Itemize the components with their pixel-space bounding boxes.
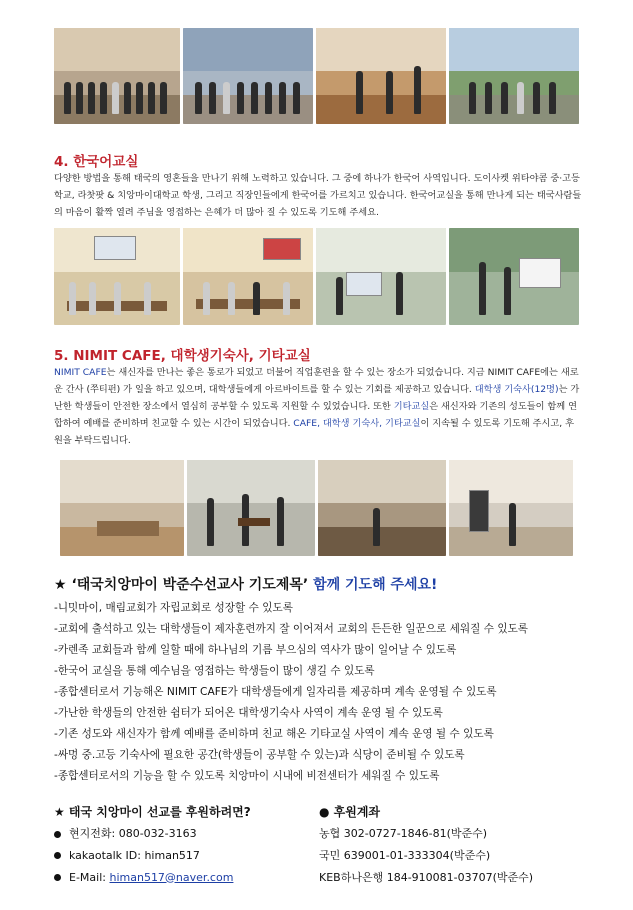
section5-text-2: 는 가난한 학생들이 안전한 장소에서 열심히 공부할 수 있도록 지원할 수 있었습니다. 또한	[54, 384, 580, 412]
bullet-icon	[54, 874, 61, 881]
photo-cafe-barista	[449, 460, 573, 556]
bank-account-1: 농협 302-0727-1846-81(박준수)	[319, 827, 488, 840]
section5-text-4: 이 지속될 수 있도록 기도해 주시고, 후원을 부탁드립니다.	[54, 418, 575, 446]
section4-body	[54, 170, 582, 221]
bank-account-2: 국민 639001-01-333304(박준수)	[319, 849, 491, 862]
kakao-text: kakaotalk ID: himan517	[69, 848, 200, 862]
star-icon: ★	[54, 577, 67, 593]
prayer-item: -가난한 학생들의 안전한 쉼터가 되어온 대학생기숙사 사역이 계속 운영 될 수 있도록	[54, 707, 443, 719]
prayer-list	[54, 598, 594, 787]
email-info	[54, 871, 319, 884]
section5-title: 5. NIMIT CAFE, 대학생기숙사, 기타교실	[54, 348, 311, 364]
photo-classroom-1	[54, 228, 180, 325]
support-row-3	[54, 866, 594, 888]
photo-group-building	[183, 28, 313, 124]
section5-body-text	[54, 364, 582, 449]
section5-text-1: 는 새신자를 만나는 좋은 통로가 되었고 더불어 직업훈련을 할 수 있는 장소가 되었습니다. 지금 NIMIT CAFE에는 새로운 간사 (쭈티펀) 가 일을 하고 있으며, 대학생들에게 아르바이트를 할 수 있는 기회를 제공하고 있습니다.	[54, 367, 579, 395]
kakao-info	[54, 849, 319, 862]
photo-group-outdoor	[449, 28, 579, 124]
nimit-cafe-highlight: NIMIT CAFE	[54, 367, 107, 378]
support-header-row	[54, 800, 594, 822]
section5-body	[54, 364, 582, 449]
phone-info	[54, 825, 319, 841]
prayer-item: -교회에 출석하고 있는 대학생들이 제자훈련까지 잘 이어져서 교회의 든든한 일꾼으로 세워질 수 있도록	[54, 623, 529, 635]
photo-row-cafe	[60, 460, 573, 556]
prayer-item: -한국어 교실을 통해 예수님을 영접하는 학생들이 많이 생길 수 있도록	[54, 665, 375, 677]
section5-text-3: 은 새신자와 기존의 성도들이 함께 연합하여 예배를 준비하며 친교할 수 있는 시간이 되었습니다.	[54, 401, 577, 429]
phone-text: 현지전화: 080-032-3163	[69, 827, 197, 840]
bank-account-3: KEB하나은행 184-910081-03707(박준수)	[319, 871, 534, 884]
section4-body-text: 다양한 방법을 통해 태국의 영혼들을 만나기 위해 노력하고 있습니다. 그 중에 하나가 한국어 사역입니다. 도이사켓 위타야콤 중·고등학교, 라찻팟 & 치앙마이대학교 학생, 그리고 직장인들에게 한국어를 가르치고 있습니다. 한국어교실을 통해 만나게 되는 태국사람들의 마음이 활짝 열려 주님을 영접하는 은혜가 더 많아 질 수 있도록 기도해 주세요.	[54, 173, 582, 218]
guitar-class-highlight: 기타교실	[393, 401, 430, 412]
photo-dorm-room	[60, 460, 184, 556]
prayer-request: 함께 기도해 주세요!	[313, 577, 438, 593]
photo-classroom-2	[183, 228, 313, 325]
photo-church-interior	[316, 28, 446, 124]
photo-cafe-counter	[318, 460, 446, 556]
email-link[interactable]: himan517@naver.com	[109, 870, 234, 884]
prayer-item: -종합센터로서 기능해온 NIMIT CAFE가 대학생들에게 일자리를 제공하며 계속 운영될 수 있도록	[54, 686, 497, 698]
bullet-icon	[54, 852, 61, 859]
section4-title: 4. 한국어교실	[54, 154, 139, 170]
photo-row-korean-class	[54, 228, 579, 325]
prayer-item: -니밋마이, 매림교회가 자립교회로 성장할 수 있도록	[54, 602, 293, 614]
photo-tutoring-1	[316, 228, 446, 325]
bullet-icon	[54, 831, 61, 838]
support-row-1	[54, 822, 594, 844]
prayer-item: -카렌족 교회들과 함께 일할 때에 하나님의 기름 부으심의 역사가 많이 일어날 수 있도록	[54, 644, 457, 656]
support-section	[54, 800, 594, 888]
dormitory-highlight: 대학생 기숙사(12명)	[474, 384, 559, 395]
prayer-item: -싸멍 중.고등 기숙사에 필요한 공간(학생들이 공부할 수 있는)과 식당이 준비될 수 있도록	[54, 749, 465, 761]
photo-tutoring-2	[449, 228, 579, 325]
ministries-highlight: CAFE, 대학생 기숙사, 기타교실	[293, 418, 421, 429]
prayer-item: -기존 성도와 새신자가 함께 예배를 준비하며 친교 해온 기타교실 사역이 계속 운영 될 수 있도록	[54, 728, 494, 740]
prayer-item: -종합센터로서의 기능을 할 수 있도록 치앙마이 시내에 비전센터가 세워질 수 있도록	[54, 770, 440, 782]
photo-guitar-class	[187, 460, 315, 556]
prayer-heading	[54, 574, 437, 594]
email-label: E-Mail:	[69, 870, 106, 884]
account-heading: ● 후원계좌	[319, 804, 381, 819]
support-row-2	[54, 844, 594, 866]
prayer-title: ‘태국치앙마이 박준수선교사 기도제목’	[71, 577, 309, 593]
photo-group-indoor	[54, 28, 180, 124]
photo-row-group	[54, 28, 579, 124]
support-heading: ★ 태국 치앙마이 선교를 후원하려면?	[54, 804, 251, 819]
